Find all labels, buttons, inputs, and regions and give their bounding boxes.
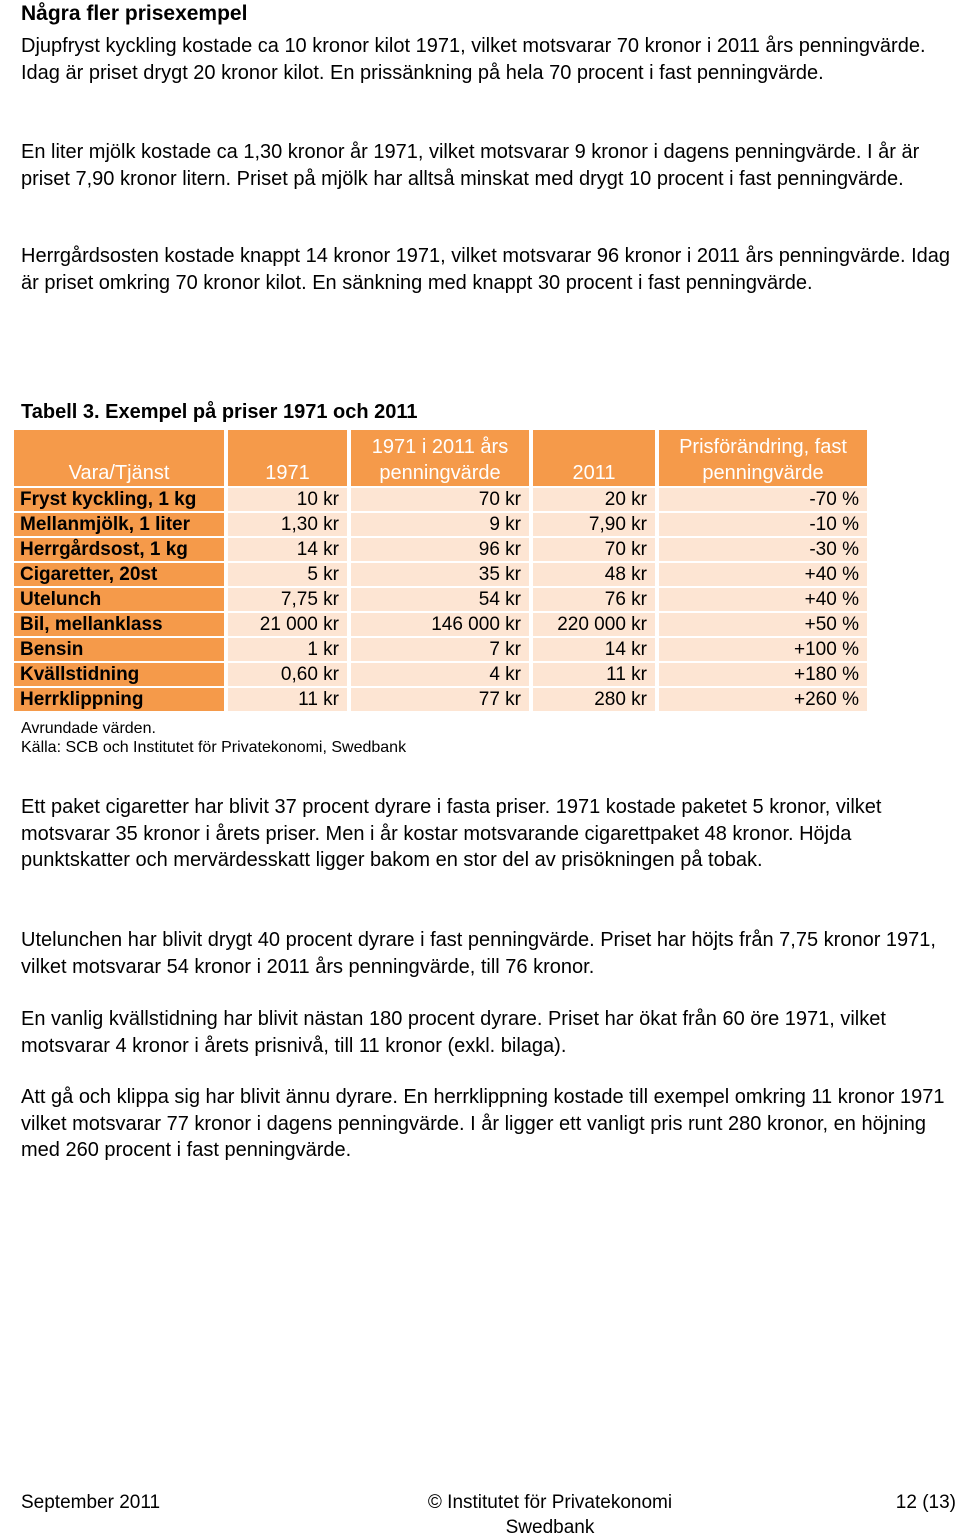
table-cell-value: 76 kr bbox=[533, 588, 655, 611]
table-cell-item: Utelunch bbox=[14, 588, 224, 611]
table-cell-value: 77 kr bbox=[351, 688, 529, 711]
header-1971: 1971 bbox=[228, 430, 347, 486]
table-cell-value: 5 kr bbox=[228, 563, 347, 586]
table-cell-value: 4 kr bbox=[351, 663, 529, 686]
table-cell-value: 146 000 kr bbox=[351, 613, 529, 636]
paragraph-haircut: Att gå och klippa sig har blivit ännu dyrare. En herrklippning kostade till exempel omkring 11 kronor 1971 vilket motsvarar 77 kronor i dagens penningvärde. I år ligger ett vanligt pris runt 280 kronor, en höjning med 260 procent i fast penningvärde. bbox=[21, 1086, 945, 1161]
table-row bbox=[14, 613, 867, 636]
table-cell-value: 7,90 kr bbox=[533, 513, 655, 536]
table-cell-value: 70 kr bbox=[533, 538, 655, 561]
table-cell-value: -30 % bbox=[659, 538, 867, 561]
table-row bbox=[14, 538, 867, 561]
table-row bbox=[14, 688, 867, 711]
table-cell-value: 7,75 kr bbox=[228, 588, 347, 611]
table-cell-value: 35 kr bbox=[351, 563, 529, 586]
paragraph-cigarettes: Ett paket cigaretter har blivit 37 procent dyrare i fasta priser. 1971 kostade paketet 5 kronor, vilket motsvarar 35 kronor i årets priser. Men i år kostar motsvarande cigarettpaket 48 kronor. Höjda punktskatter och mervärdesskatt ligger bakom en stor del av prisökningen på tobak. bbox=[21, 796, 882, 871]
footer-date: September 2011 bbox=[21, 1492, 161, 1513]
table-cell-value: 11 kr bbox=[533, 663, 655, 686]
table-cell-value: 96 kr bbox=[351, 538, 529, 561]
paragraph-chicken: Djupfryst kyckling kostade ca 10 kronor kilot 1971, vilket motsvarar 70 kronor i 2011 års penningvärde. Idag är priset drygt 20 kronor kilot. En prissänkning på hela 70 procent i fast penningvärde. bbox=[21, 35, 926, 84]
table-cell-item: Herrklippning bbox=[14, 688, 224, 711]
table-cell-value: -70 % bbox=[659, 488, 867, 511]
table-cell-value: -10 % bbox=[659, 513, 867, 536]
table-row bbox=[14, 663, 867, 686]
table-row bbox=[14, 488, 867, 511]
footer-org: © Institutet för Privatekonomi Swedbank bbox=[427, 1492, 673, 1538]
table-source: Källa: SCB och Institutet för Privatekonomi, Swedbank bbox=[21, 739, 407, 756]
table-cell-value: +100 % bbox=[659, 638, 867, 661]
table-cell-value: 0,60 kr bbox=[228, 663, 347, 686]
table-cell-value: 54 kr bbox=[351, 588, 529, 611]
table-cell-value: +260 % bbox=[659, 688, 867, 711]
header-item: Vara/Tjänst bbox=[14, 430, 224, 486]
table-cell-item: Herrgårdsost, 1 kg bbox=[14, 538, 224, 561]
table-cell-value: +180 % bbox=[659, 663, 867, 686]
header-1971-adjusted: 1971 i 2011 års penningvärde bbox=[351, 430, 529, 486]
table-cell-value: 10 kr bbox=[228, 488, 347, 511]
table-row bbox=[14, 588, 867, 611]
paragraph-milk: En liter mjölk kostade ca 1,30 kronor år 1971, vilket motsvarar 9 kronor i dagens penningvärde. I år är priset 7,90 kronor litern. Priset på mjölk har alltså minskat med drygt 10 procent i fast penningvärde. bbox=[21, 141, 920, 190]
table-cell-item: Cigaretter, 20st bbox=[14, 563, 224, 586]
table-cell-value: 9 kr bbox=[351, 513, 529, 536]
table-cell-value: +50 % bbox=[659, 613, 867, 636]
table-cell-value: 48 kr bbox=[533, 563, 655, 586]
table-row bbox=[14, 563, 867, 586]
table-cell-item: Fryst kyckling, 1 kg bbox=[14, 488, 224, 511]
table-row bbox=[14, 513, 867, 536]
table-cell-value: 1 kr bbox=[228, 638, 347, 661]
table-cell-value: 14 kr bbox=[228, 538, 347, 561]
table-cell-value: 20 kr bbox=[533, 488, 655, 511]
table-cell-item: Kvällstidning bbox=[14, 663, 224, 686]
table-cell-value: 14 kr bbox=[533, 638, 655, 661]
table-header-row bbox=[14, 430, 867, 486]
paragraph-cheese: Herrgårdsosten kostade knappt 14 kronor 1971, vilket motsvarar 96 kronor i 2011 års penningvärde. Idag är priset omkring 70 kronor kilot. En sänkning med knappt 30 procent i fast penningvärde. bbox=[21, 245, 951, 294]
table-row bbox=[14, 638, 867, 661]
page-heading: Några fler prisexempel bbox=[21, 2, 248, 25]
table-cell-value: 7 kr bbox=[351, 638, 529, 661]
table-note: Avrundade värden. bbox=[21, 720, 156, 737]
table-cell-item: Bil, mellanklass bbox=[14, 613, 224, 636]
table-cell-value: 280 kr bbox=[533, 688, 655, 711]
header-2011: 2011 bbox=[533, 430, 655, 486]
price-table bbox=[10, 428, 871, 713]
table-cell-value: 220 000 kr bbox=[533, 613, 655, 636]
table-cell-value: 21 000 kr bbox=[228, 613, 347, 636]
table-cell-item: Bensin bbox=[14, 638, 224, 661]
table-cell-value: 70 kr bbox=[351, 488, 529, 511]
table-title: Tabell 3. Exempel på priser 1971 och 2011 bbox=[21, 401, 418, 423]
table-cell-value: 1,30 kr bbox=[228, 513, 347, 536]
table-cell-value: +40 % bbox=[659, 563, 867, 586]
header-change: Prisförändring, fast penningvärde bbox=[659, 430, 867, 486]
paragraph-newspaper: En vanlig kvällstidning har blivit nästan 180 procent dyrare. Priset har ökat från 60 öre 1971, vilket motsvarar 4 kronor i årets prisnivå, till 11 kronor (exkl. bilaga). bbox=[21, 1008, 886, 1057]
table-body bbox=[14, 488, 867, 711]
footer-page-number: 12 (13) bbox=[895, 1492, 956, 1513]
table-cell-value: 11 kr bbox=[228, 688, 347, 711]
table-cell-value: +40 % bbox=[659, 588, 867, 611]
table-cell-item: Mellanmjölk, 1 liter bbox=[14, 513, 224, 536]
paragraph-lunch: Utelunchen har blivit drygt 40 procent dyrare i fast penningvärde. Priset har höjts från 7,75 kronor 1971, vilket motsvarar 54 kronor i 2011 års penningvärde, till 76 kronor. bbox=[21, 929, 936, 978]
